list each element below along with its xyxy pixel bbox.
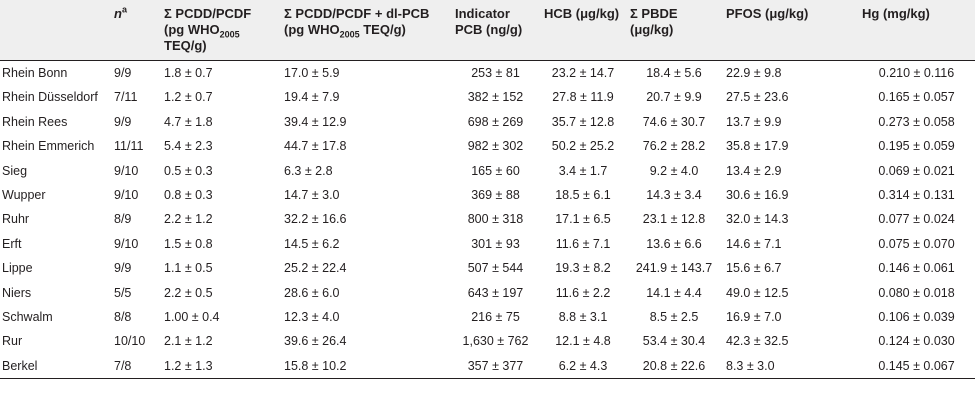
table-row xyxy=(0,354,975,379)
cell-pfos: 32.0 ± 14.3 xyxy=(726,212,789,227)
cell-pfos: 49.0 ± 12.5 xyxy=(726,285,789,300)
cell-pcdd: 4.7 ± 1.8 xyxy=(164,114,213,129)
cell-pfos: 35.8 ± 17.9 xyxy=(726,139,789,154)
table-row xyxy=(0,207,975,231)
cell-hg: 0.077 ± 0.024 xyxy=(878,212,955,227)
cell-site: Rhein Rees xyxy=(2,114,68,129)
header-n: $n^a$ xyxy=(110,0,160,61)
cell-pfos: 16.9 ± 7.0 xyxy=(726,310,782,325)
cell-indicator: 982 ± 302 xyxy=(467,139,524,154)
header-indicator-pcb: Indicator PCB (ng/g) xyxy=(451,0,540,61)
header-pfos: PFOS (μg/kg) xyxy=(722,0,858,61)
cell-indicator: 698 ± 269 xyxy=(467,114,524,129)
cell-pbde: 76.2 ± 28.2 xyxy=(642,139,706,154)
cell-pcdd-pcb: 17.0 ± 5.9 xyxy=(284,66,340,80)
cell-hg: 0.124 ± 0.030 xyxy=(878,334,955,349)
cell-pfos: 13.4 ± 2.9 xyxy=(726,163,782,178)
cell-pcdd-pcb: 12.3 ± 4.0 xyxy=(284,310,340,325)
cell-n: 10/10 xyxy=(114,334,146,349)
cell-hg: 0.273 ± 0.058 xyxy=(878,114,955,129)
cell-pcdd-pcb: 28.6 ± 6.0 xyxy=(284,285,340,300)
cell-hg: 0.165 ± 0.057 xyxy=(878,90,955,105)
table-row xyxy=(0,110,975,134)
cell-hcb: 19.3 ± 8.2 xyxy=(555,261,611,276)
cell-n: 9/10 xyxy=(114,236,139,251)
table-row xyxy=(0,159,975,183)
table-row xyxy=(0,256,975,280)
cell-pbde: 20.7 ± 9.9 xyxy=(646,90,702,105)
cell-pbde: 53.4 ± 30.4 xyxy=(642,334,706,349)
cell-site: Rur xyxy=(2,334,23,349)
cell-pbde: 20.8 ± 22.6 xyxy=(626,354,722,379)
cell-pcdd: 2.2 ± 1.2 xyxy=(164,212,213,227)
cell-pcdd-pcb: 6.3 ± 2.8 xyxy=(284,163,333,178)
cell-site: Niers xyxy=(2,285,32,300)
cell-indicator: 369 ± 88 xyxy=(471,188,520,203)
cell-indicator: 301 ± 93 xyxy=(471,236,520,251)
cell-indicator: 382 ± 152 xyxy=(467,90,524,105)
cell-pcdd-pcb: 14.5 ± 6.2 xyxy=(284,236,340,251)
table-row xyxy=(0,183,975,207)
cell-hcb: 12.1 ± 4.8 xyxy=(555,334,611,349)
cell-pcdd-pcb: 19.4 ± 7.9 xyxy=(284,90,340,105)
cell-site: Erft xyxy=(2,236,22,251)
cell-hcb: 6.2 ± 4.3 xyxy=(540,354,626,379)
cell-n: 9/9 xyxy=(114,261,132,276)
cell-site: Rhein Düsseldorf xyxy=(2,90,98,105)
cell-pcdd: 2.1 ± 1.2 xyxy=(164,334,213,349)
cell-n: 7/8 xyxy=(110,354,160,379)
cell-pbde: 241.9 ± 143.7 xyxy=(635,261,713,276)
table-row xyxy=(0,134,975,158)
cell-hg: 0.069 ± 0.021 xyxy=(878,163,955,178)
cell-site: Berkel xyxy=(0,354,110,379)
cell-pcdd: 1.2 ± 1.3 xyxy=(160,354,280,379)
cell-hg: 0.145 ± 0.067 xyxy=(858,354,975,379)
table-row xyxy=(0,281,975,305)
cell-pbde: 18.4 ± 5.6 xyxy=(646,66,702,80)
table-row xyxy=(0,329,975,353)
cell-pcdd-pcb: 15.8 ± 10.2 xyxy=(280,354,451,379)
cell-pcdd-pcb: 25.2 ± 22.4 xyxy=(284,261,347,276)
cell-indicator: 507 ± 544 xyxy=(467,261,524,276)
cell-hcb: 50.2 ± 25.2 xyxy=(551,139,615,154)
cell-pcdd: 1.8 ± 0.7 xyxy=(164,66,213,80)
cell-site: Lippe xyxy=(2,261,33,276)
header-row xyxy=(0,0,975,61)
cell-pfos: 8.3 ± 3.0 xyxy=(722,354,858,379)
cell-pbde: 14.3 ± 3.4 xyxy=(646,188,702,203)
cell-pcdd-pcb: 39.6 ± 26.4 xyxy=(284,334,347,349)
header-pcdd-pcdf-dl-pcb: Σ PCDD/PCDF + dl-PCB (pg $WHO_{2005}$ TEQ/g) xyxy=(280,0,451,61)
cell-pfos: 27.5 ± 23.6 xyxy=(726,90,789,105)
cell-hg: 0.080 ± 0.018 xyxy=(878,285,955,300)
cell-indicator: 357 ± 377 xyxy=(451,354,540,379)
cell-hcb: 35.7 ± 12.8 xyxy=(551,114,615,129)
cell-pfos: 22.9 ± 9.8 xyxy=(726,66,782,80)
cell-hcb: 18.5 ± 6.1 xyxy=(555,188,611,203)
cell-n: 9/9 xyxy=(114,114,132,129)
cell-pbde: 13.6 ± 6.6 xyxy=(646,236,702,251)
cell-site: Rhein Emmerich xyxy=(2,139,95,154)
cell-pcdd-pcb: 14.7 ± 3.0 xyxy=(284,188,340,203)
cell-n: 5/5 xyxy=(114,285,132,300)
cell-site: Ruhr xyxy=(2,212,30,227)
cell-pcdd: 0.5 ± 0.3 xyxy=(164,163,213,178)
table-row xyxy=(0,305,975,329)
cell-pcdd: 1.00 ± 0.4 xyxy=(164,310,220,325)
cell-hg: 0.210 ± 0.116 xyxy=(878,66,955,80)
cell-site: Schwalm xyxy=(2,310,53,325)
cell-pcdd: 5.4 ± 2.3 xyxy=(164,139,213,154)
cell-indicator: 253 ± 81 xyxy=(471,66,520,80)
cell-pcdd: 1.2 ± 0.7 xyxy=(164,90,213,105)
header-hcb: HCB (μg/kg) xyxy=(540,0,626,61)
cell-hg: 0.075 ± 0.070 xyxy=(878,236,955,251)
cell-indicator: 165 ± 60 xyxy=(471,163,520,178)
cell-n: 8/8 xyxy=(114,310,132,325)
cell-pbde: 14.1 ± 4.4 xyxy=(646,285,702,300)
cell-pcdd: 1.1 ± 0.5 xyxy=(164,261,213,276)
table-row xyxy=(0,85,975,109)
cell-site: Rhein Bonn xyxy=(2,66,68,80)
cell-hg: 0.106 ± 0.039 xyxy=(878,310,955,325)
cell-pbde: 74.6 ± 30.7 xyxy=(642,114,706,129)
cell-indicator: 643 ± 197 xyxy=(467,285,524,300)
cell-n: 9/10 xyxy=(114,188,139,203)
cell-pcdd: 0.8 ± 0.3 xyxy=(164,188,213,203)
cell-hcb: 8.8 ± 3.1 xyxy=(558,310,608,325)
cell-indicator: 216 ± 75 xyxy=(471,310,520,325)
cell-pcdd-pcb: 39.4 ± 12.9 xyxy=(284,114,347,129)
cell-hg: 0.314 ± 0.131 xyxy=(878,188,955,203)
cell-hg: 0.146 ± 0.061 xyxy=(878,261,955,276)
cell-hcb: 27.8 ± 11.9 xyxy=(552,90,614,105)
cell-n: 7/11 xyxy=(114,90,138,105)
cell-pbde: 23.1 ± 12.8 xyxy=(642,212,706,227)
cell-n: 8/9 xyxy=(114,212,132,227)
cell-n: 9/10 xyxy=(114,163,139,178)
cell-hcb: 11.6 ± 7.1 xyxy=(555,236,611,251)
header-hg: Hg (mg/kg) xyxy=(858,0,975,61)
cell-pcdd: 2.2 ± 0.5 xyxy=(164,285,213,300)
cell-pfos: 14.6 ± 7.1 xyxy=(726,236,782,251)
header-pbde: Σ PBDE (μg/kg) xyxy=(626,0,722,61)
cell-pcdd-pcb: 32.2 ± 16.6 xyxy=(284,212,347,227)
cell-indicator: 1,630 ± 762 xyxy=(462,334,529,349)
cell-pfos: 42.3 ± 32.5 xyxy=(726,334,789,349)
table-row xyxy=(0,61,975,86)
cell-n: 11/11 xyxy=(114,139,144,154)
cell-hcb: 23.2 ± 14.7 xyxy=(551,66,615,80)
cell-site: Wupper xyxy=(2,188,46,203)
cell-hcb: 11.6 ± 2.2 xyxy=(555,285,611,300)
cell-indicator: 800 ± 318 xyxy=(467,212,524,227)
cell-pbde: 8.5 ± 2.5 xyxy=(649,310,699,325)
table-row xyxy=(0,232,975,256)
cell-pfos: 30.6 ± 16.9 xyxy=(726,188,789,203)
cell-hcb: 17.1 ± 6.5 xyxy=(555,212,611,227)
cell-n: 9/9 xyxy=(114,66,132,80)
cell-hcb: 3.4 ± 1.7 xyxy=(558,163,608,178)
cell-hg: 0.195 ± 0.059 xyxy=(878,139,955,154)
cell-pfos: 13.7 ± 9.9 xyxy=(726,114,782,129)
cell-pbde: 9.2 ± 4.0 xyxy=(649,163,699,178)
cell-pcdd: 1.5 ± 0.8 xyxy=(164,236,213,251)
cell-pcdd-pcb: 44.7 ± 17.8 xyxy=(284,139,347,154)
cell-site: Sieg xyxy=(2,163,28,178)
header-site xyxy=(0,0,110,61)
cell-pfos: 15.6 ± 6.7 xyxy=(726,261,782,276)
header-pcdd-pcdf: Σ PCDD/PCDF (pg $WHO_{2005}$ TEQ/g) xyxy=(160,0,280,61)
